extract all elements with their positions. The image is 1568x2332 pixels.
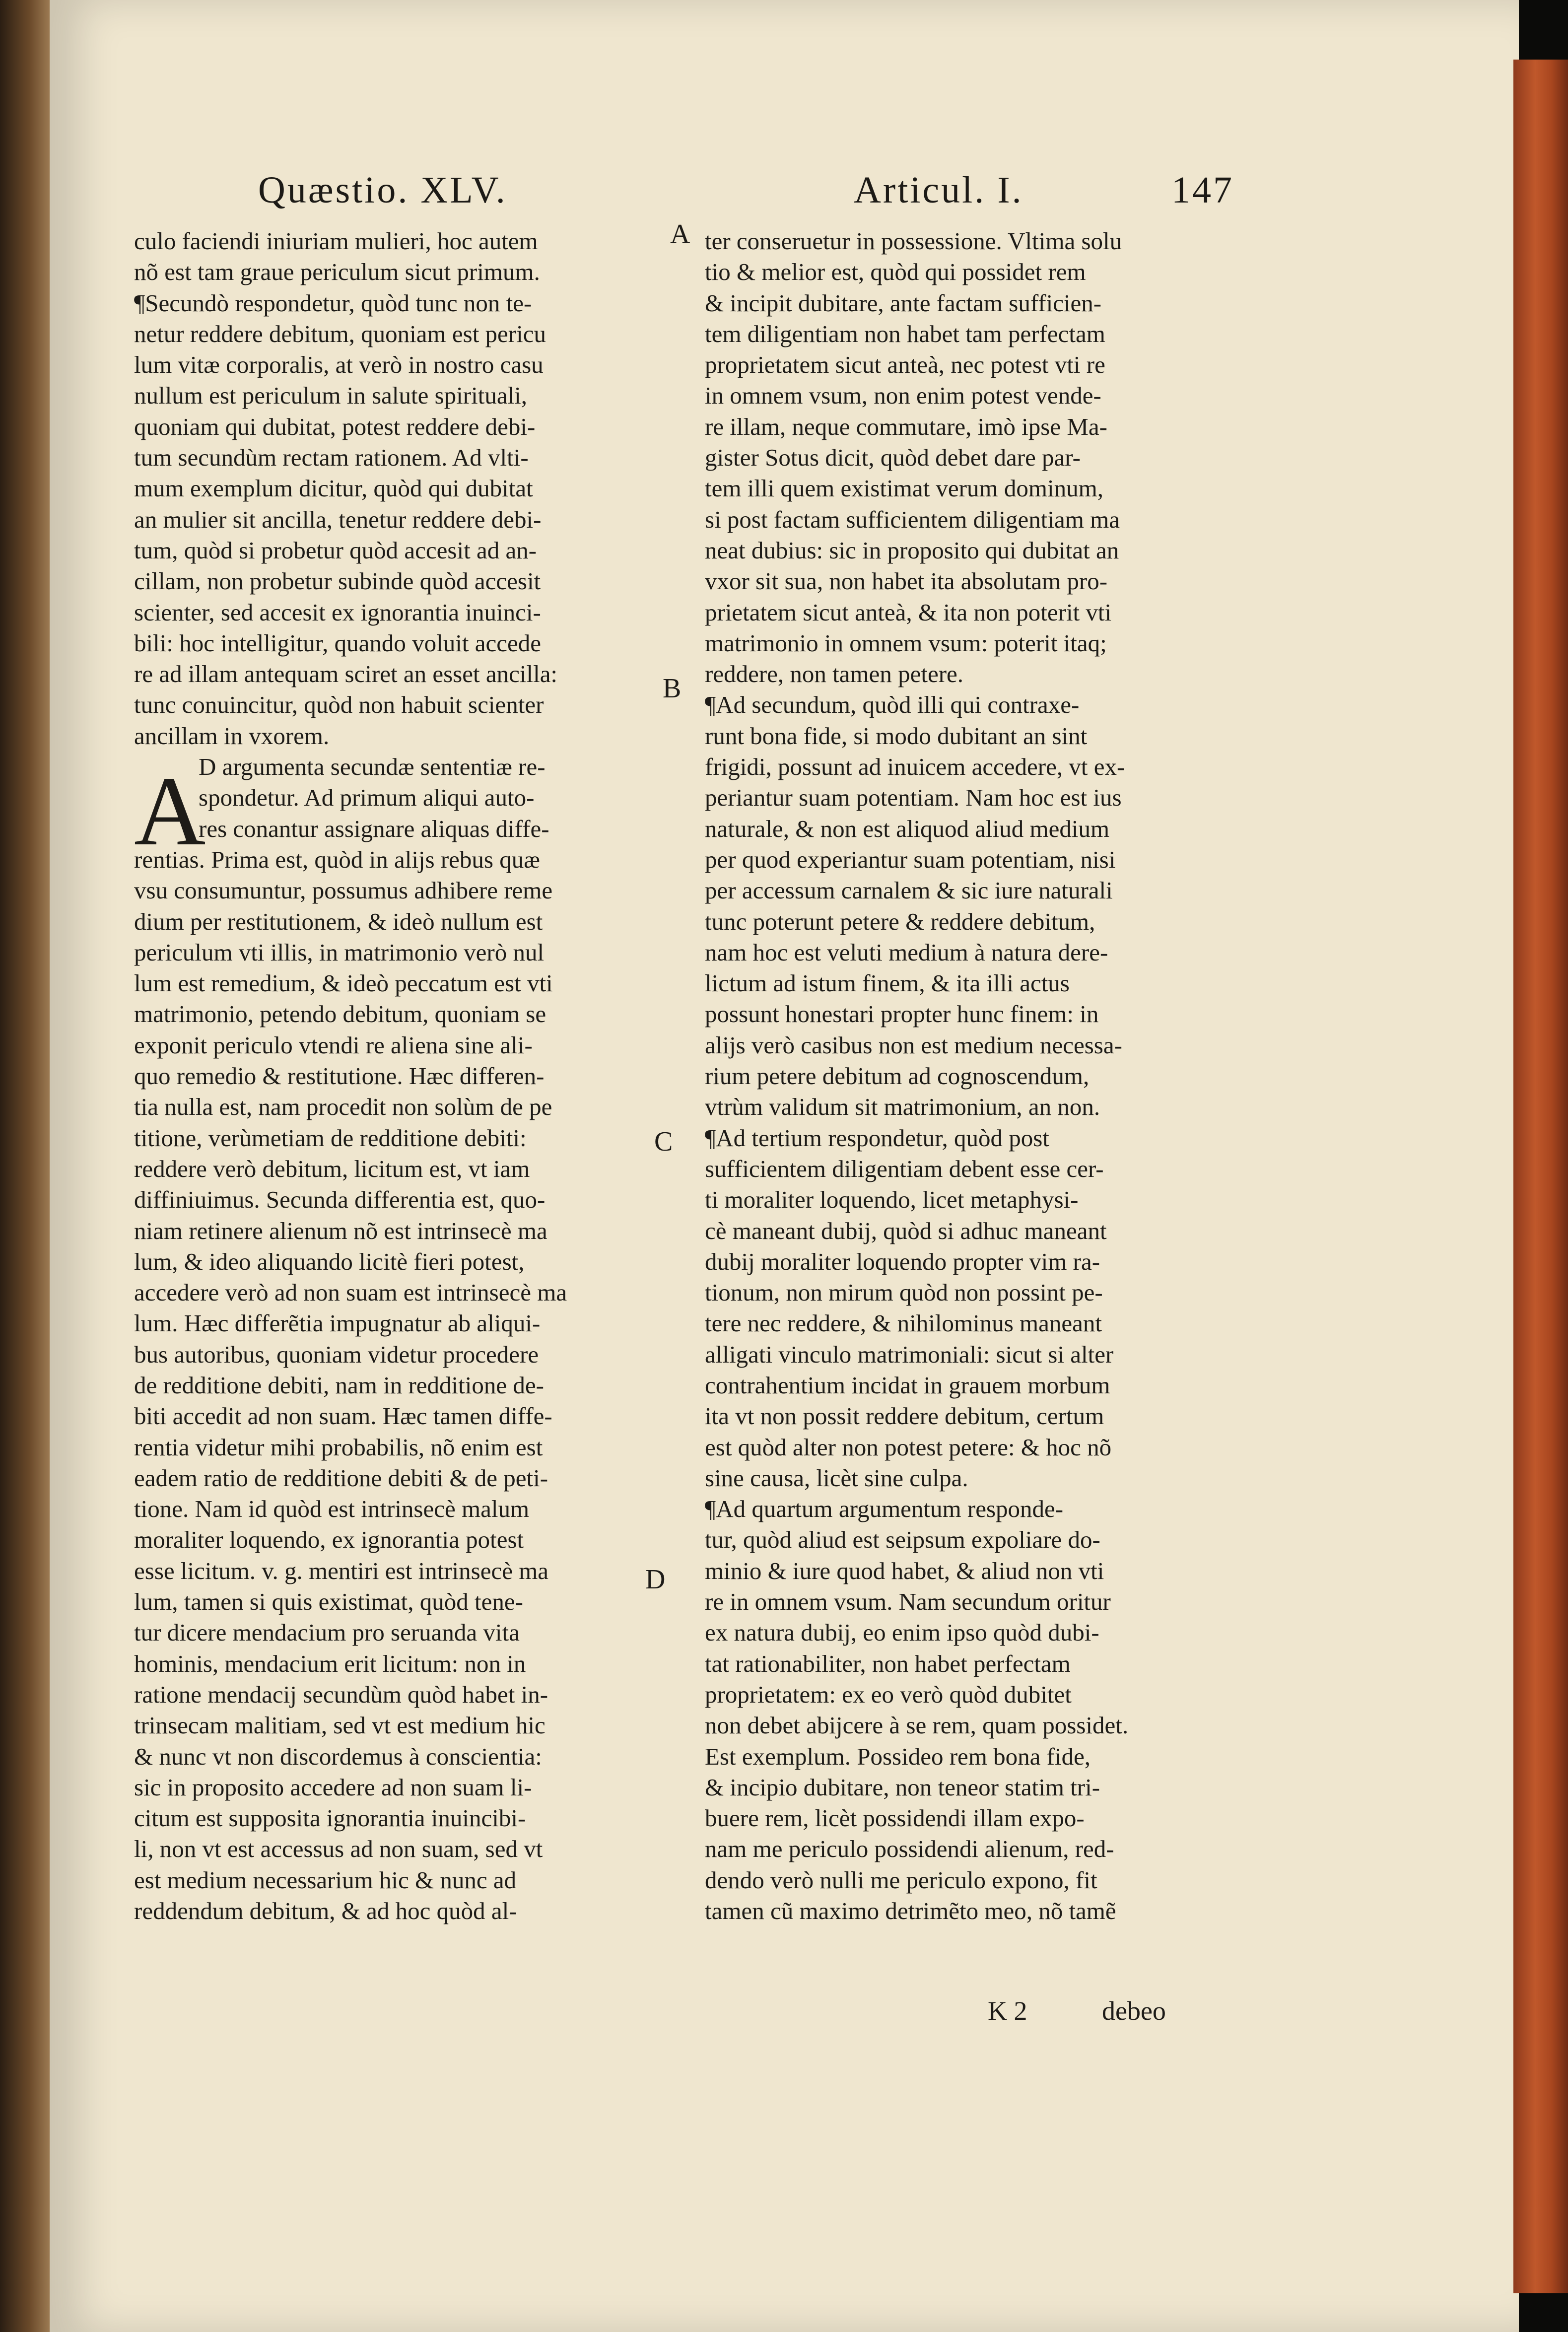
text-line: proprietatem: ex eo verò quòd dubitet — [705, 1680, 1072, 1708]
text-line: dubij moraliter loquendo propter vim ra- — [705, 1247, 1100, 1275]
text-line: alijs verò casibus non est medium necessa- — [705, 1031, 1122, 1059]
text-line: ancillam in vxorem. — [134, 722, 330, 750]
text-line: reddere verò debitum, licitum est, vt iam — [134, 1155, 530, 1182]
text-line: cè maneant dubij, quòd si adhuc maneant — [705, 1217, 1107, 1244]
text-line: gister Sotus dicit, quòd debet dare par- — [705, 444, 1081, 472]
text-line: diffiniuimus. Secunda differentia est, quo- — [134, 1186, 545, 1214]
text-line: nam hoc est veluti medium à natura dere- — [705, 938, 1108, 966]
page-number: 147 — [1171, 169, 1234, 211]
text-line: de redditione debiti, nam in redditione de- — [134, 1371, 544, 1399]
text-line: lum est remedium, & ideò peccatum est vti — [134, 969, 553, 997]
text-line: netur reddere debitum, quoniam est pericu — [134, 320, 546, 347]
text-line: bili: hoc intelligitur, quando voluit accede — [134, 629, 541, 657]
text-line: vxor sit sua, non habet ita absolutam pro- — [705, 567, 1108, 595]
text-line: reddere, non tamen petere. — [705, 660, 964, 688]
text-line: ¶Ad quartum argumentum responde- — [705, 1495, 1064, 1523]
text-line: quo remedio & restitutione. Hæc differen- — [134, 1062, 545, 1090]
text-line: sufficientem diligentiam debent esse cer- — [705, 1155, 1104, 1182]
text-line: naturale, & non est aliquod aliud medium — [705, 815, 1110, 842]
text-line: periantur suam potentiam. Nam hoc est ius — [705, 784, 1122, 812]
text-line: re illam, neque commutare, imò ipse Ma- — [705, 412, 1107, 440]
text-line: & incipit dubitare, ante factam sufficien- — [705, 289, 1102, 317]
text-line: sic in proposito accedere ad non suam li- — [134, 1773, 532, 1801]
text-line: ¶Ad secundum, quòd illi qui contraxe- — [705, 691, 1080, 719]
text-line: ti moraliter loquendo, licet metaphysi- — [705, 1186, 1079, 1214]
text-line: periculum vti illis, in matrimonio verò nul — [134, 938, 545, 966]
text-line: Est exemplum. Possideo rem bona fide, — [705, 1742, 1091, 1770]
text-line: tur, quòd aliud est seipsum expoliare do- — [705, 1526, 1100, 1554]
margin-marker-c: C — [654, 1126, 673, 1157]
text-line: tione. Nam id quòd est intrinsecè malum — [134, 1495, 530, 1523]
text-line: non debet abijcere à se rem, quam possidet. — [705, 1712, 1129, 1739]
text-line: reddendum debitum, & ad hoc quòd al- — [134, 1897, 517, 1925]
text-line: est quòd alter non potest petere: & hoc nõ — [705, 1433, 1112, 1461]
text-line: culo faciendi iniuriam mulieri, hoc autem — [134, 227, 538, 255]
catchword: debeo — [1102, 1996, 1166, 2026]
right-text-column — [705, 226, 1221, 1926]
text-line: ¶Ad tertium respondetur, quòd post — [705, 1124, 1049, 1152]
text-line: matrimonio in omnem vsum: poterit itaq; — [705, 629, 1107, 657]
text-line: citum est supposita ignorantia inuincibi- — [134, 1804, 526, 1832]
text-line: tem illi quem existimat verum dominum, — [705, 475, 1103, 502]
text-line: res conantur assignare aliquas diffe- — [199, 815, 549, 842]
text-line: an mulier sit ancilla, tenetur reddere debi- — [134, 505, 542, 533]
text-line: moraliter loquendo, ex ignorantia potest — [134, 1526, 524, 1554]
text-line: ter conseruetur in possessione. Vltima solu — [705, 227, 1122, 255]
text-line: contrahentium incidat in grauem morbum — [705, 1371, 1110, 1399]
text-line: exponit periculo vtendi re aliena sine ali- — [134, 1031, 533, 1059]
running-head-right: Articul. I. — [854, 169, 1023, 211]
text-line: lum, tamen si quis existimat, quòd tene- — [134, 1588, 523, 1616]
text-line: niam retinere alienum nõ est intrinsecè ma — [134, 1217, 547, 1244]
text-line: tat rationabiliter, non habet perfectam — [705, 1649, 1071, 1677]
text-line: si post factam sufficientem diligentiam ma — [705, 505, 1120, 533]
text-line: buere rem, licèt possidendi illam expo- — [705, 1804, 1085, 1832]
text-line: est medium necessarium hic & nunc ad — [134, 1866, 517, 1894]
text-line: dium per restitutionem, & ideò nullum est — [134, 907, 543, 935]
text-line: scienter, sed accesit ex ignorantia inuinci- — [134, 598, 541, 626]
text-line: runt bona fide, si modo dubitant an sint — [705, 722, 1088, 750]
text-line: possunt honestari propter hunc finem: in — [705, 1000, 1099, 1028]
margin-marker-a: A — [670, 219, 690, 250]
text-line: tia nulla est, nam procedit non solùm de pe — [134, 1093, 552, 1121]
text-line: tere nec reddere, & nihilominus maneant — [705, 1309, 1102, 1337]
text-line: esse licitum. v. g. mentiri est intrinsecè ma — [134, 1557, 549, 1584]
text-line: nõ est tam graue periculum sicut primum. — [134, 258, 540, 286]
text-line: & nunc vt non discordemus à conscientia: — [134, 1742, 542, 1770]
text-line: lum vitæ corporalis, at verò in nostro casu — [134, 351, 544, 379]
left-text-column — [134, 226, 650, 1926]
text-line: tamen cũ maximo detrimẽto meo, nõ tamẽ — [705, 1897, 1116, 1925]
text-line: tunc conuincitur, quòd non habuit scienter — [134, 691, 544, 719]
text-line: bus autoribus, quoniam videtur procedere — [134, 1340, 539, 1368]
text-line: tur dicere mendacium pro seruanda vita — [134, 1619, 520, 1646]
text-line: minio & iure quod habet, & aliud non vti — [705, 1557, 1104, 1584]
text-line: & incipio dubitare, non teneor statim tri- — [705, 1773, 1100, 1801]
text-line: accedere verò ad non suam est intrinsecè ma — [134, 1279, 567, 1306]
running-head-left: Quæstio. XLV. — [258, 169, 507, 211]
text-line: quoniam qui dubitat, potest reddere debi- — [134, 412, 536, 440]
text-line: eadem ratio de redditione debiti & de peti- — [134, 1464, 548, 1492]
text-line: tunc poterunt petere & reddere debitum, — [705, 907, 1095, 935]
text-line: sine causa, licèt sine culpa. — [705, 1464, 968, 1492]
text-line: trinsecam malitiam, sed vt est medium hic — [134, 1712, 545, 1739]
text-line: cillam, non probetur subinde quòd accesit — [134, 567, 541, 595]
margin-marker-b: B — [663, 673, 682, 704]
text-line: mum exemplum dicitur, quòd qui dubitat — [134, 475, 533, 502]
text-line: lum. Hæc differẽtia impugnatur ab aliqui- — [134, 1309, 541, 1337]
text-line: per quod experiantur suam potentiam, nisi — [705, 845, 1116, 873]
text-line: re in omnem vsum. Nam secundum oritur — [705, 1588, 1111, 1616]
text-line: in omnem vsum, non enim potest vende- — [705, 382, 1101, 410]
text-line: alligati vinculo matrimoniali: sicut si alter — [705, 1340, 1114, 1368]
text-line: neat dubius: sic in proposito qui dubitat an — [705, 536, 1119, 564]
text-line: hominis, mendacium erit licitum: non in — [134, 1649, 526, 1677]
text-line: tum, quòd si probetur quòd accesit ad an- — [134, 536, 537, 564]
text-line: dendo verò nulli me periculo expono, fit — [705, 1866, 1097, 1894]
text-line: tionum, non mirum quòd non possint pe- — [705, 1279, 1103, 1306]
text-line: prietatem sicut anteà, & ita non poterit vti — [705, 598, 1112, 626]
text-line: tio & melior est, quòd qui possidet rem — [705, 258, 1086, 286]
text-line: ex natura dubij, eo enim ipso quòd dubi- — [705, 1619, 1099, 1646]
text-line: ita vt non possit reddere debitum, certum — [705, 1402, 1104, 1430]
text-line: li, non vt est accessus ad non suam, sed vt — [134, 1835, 543, 1863]
text-line: lum, & ideo aliquando licitè fieri potest, — [134, 1247, 525, 1275]
text-line: titione, verùmetiam de redditione debiti: — [134, 1124, 527, 1152]
text-line: re ad illam antequam sciret an esset ancilla: — [134, 660, 558, 688]
text-line: nullum est periculum in salute spirituali, — [134, 382, 528, 410]
drop-cap: A — [134, 756, 206, 866]
text-line: lictum ad istum finem, & ita illi actus — [705, 969, 1070, 997]
text-line: rium petere debitum ad cognoscendum, — [705, 1062, 1090, 1090]
text-line: per accessum carnalem & sic iure naturali — [705, 877, 1113, 904]
text-line: ratione mendacij secundùm quòd habet in- — [134, 1680, 548, 1708]
margin-marker-d: D — [645, 1564, 666, 1595]
text-line: biti accedit ad non suam. Hæc tamen diffe- — [134, 1402, 552, 1430]
text-line: nam me periculo possidendi alienum, red- — [705, 1835, 1114, 1863]
text-line: tum secundùm rectam rationem. Ad vlti- — [134, 444, 529, 472]
text-line: vsu consumuntur, possumus adhibere reme — [134, 877, 553, 904]
text-line: rentia videtur mihi probabilis, nõ enim est — [134, 1433, 543, 1461]
text-line: proprietatem sicut anteà, nec potest vti re — [705, 351, 1105, 379]
text-line: vtrùm validum sit matrimonium, an non. — [705, 1093, 1100, 1121]
text-line: spondetur. Ad primum aliqui auto- — [199, 784, 535, 812]
text-line: tem diligentiam non habet tam perfectam — [705, 320, 1105, 347]
text-line: matrimonio, petendo debitum, quoniam se — [134, 1000, 546, 1028]
text-line: ¶Secundò respondetur, quòd tunc non te- — [134, 289, 532, 317]
text-line: D argumenta secundæ sententiæ re- — [199, 753, 545, 781]
text-line: frigidi, possunt ad inuicem accedere, vt ex- — [705, 753, 1125, 781]
text-line: rentias. Prima est, quòd in alijs rebus quæ — [134, 845, 540, 873]
signature-mark: K 2 — [988, 1996, 1027, 2026]
